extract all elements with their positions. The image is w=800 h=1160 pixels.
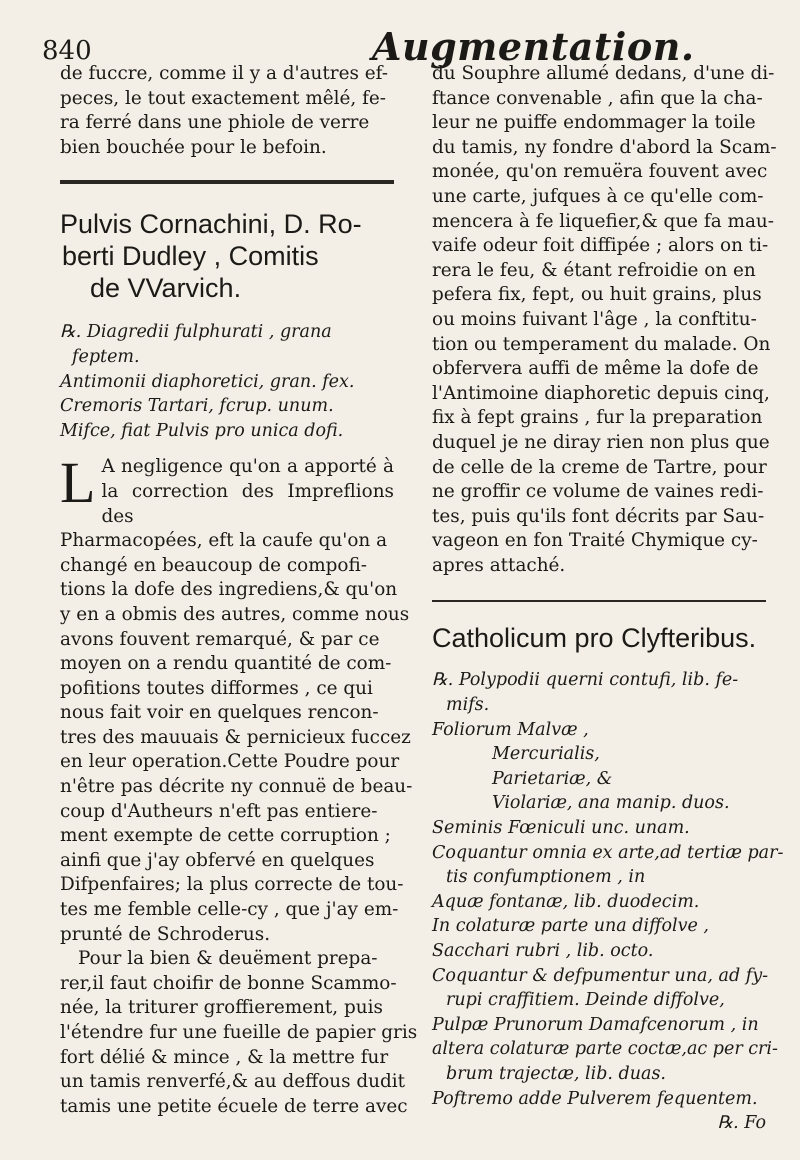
text-line: monée, qu'on remuëra fouvent avec [432, 161, 768, 183]
text-line: fix à fept grains , fur la preparation [432, 407, 763, 429]
text-line: n'être pas décrite ny connuë de beau- [60, 776, 413, 798]
text-line: une carte, jufques à ce qu'elle com- [432, 185, 764, 207]
drop-cap-paragraph [60, 450, 394, 529]
text-line: de celle de la creme de Tartre, pour [432, 456, 767, 478]
recipe-line: Aquæ fontanæ, lib. duodecim. [432, 891, 700, 912]
text-line: duquel je ne diray rien non plus que [432, 431, 770, 453]
title-line: berti Dudley , Comitis [62, 241, 319, 272]
recipe-line: Coquantur omnia ex arte,ad tertiæ par- [432, 842, 784, 863]
text-line: née, la triturer groffierement, puis [60, 997, 383, 1019]
recipe-line: Pulpæ Prunorum Damafcenorum , in [432, 1014, 759, 1035]
text-line: ou moins fuivant l'âge , la conftitu- [432, 308, 757, 330]
page-number: 840 [42, 36, 92, 66]
intro-paragraph [60, 62, 394, 160]
text-line: du tamis, ny fondre d'abord la Scam- [432, 136, 777, 158]
catchword: ℞. Fo [717, 1113, 766, 1134]
text-line: un tamis renverfé,& au deffous dudit [60, 1071, 406, 1093]
text-line: apres attaché. [432, 554, 566, 576]
text-line: prunté de Schroderus. [60, 923, 271, 945]
body-paragraph [60, 450, 418, 1119]
opening-text: A negligence qu'on a apporté à la correction des Impreflions des [101, 456, 394, 527]
title-line: Pulvis Cornachini, D. Ro- [60, 209, 362, 240]
text-line: nous fait voir en quelques rencon- [60, 702, 379, 724]
text-line: Pour la bien & deuëment prepa- [78, 948, 378, 970]
recipe-line: Cremoris Tartari, fcrup. unum. [60, 396, 334, 417]
recipe-line: Parietariæ, & [492, 768, 613, 789]
recipe-line: rupi craffitiem. Deinde diffolve, [446, 990, 725, 1011]
text-line: fort délié & mince , & la mettre fur [60, 1046, 389, 1068]
title-line: de VVarvich. [90, 273, 242, 304]
catchword-row [432, 1111, 766, 1135]
text-line: changé en beaucoup de compofi- [60, 554, 367, 576]
text-line: tes me femble celle-cy , que j'ay em- [60, 899, 399, 921]
recipe-line: ℞. Diagredii fulphurati , grana [60, 322, 332, 343]
text-line: pofitions toutes difformes , ce qui [60, 677, 373, 699]
text-line: coup d'Autheurs n'eft pas entiere- [60, 800, 378, 822]
recipe-line: ℞. Polypodii querni contufi, lib. fe- [432, 670, 739, 691]
text-line: tions la dofe des ingrediens,& qu'on [60, 579, 398, 601]
continued-paragraph [432, 62, 777, 578]
text-line: pefera fix, fept, ou huit grains, plus [432, 284, 762, 306]
text-line: du Souphre allumé dedans, d'une di- [432, 63, 775, 84]
recipe-line: Foliorum Malvæ , [432, 719, 589, 740]
text-line: rer,il faut choifir de bonne Scammo- [60, 972, 397, 994]
text-line: y en a obmis des autres, comme nous [60, 603, 410, 625]
running-head: Augmentation. [372, 24, 695, 69]
text-line: ment exempte de cette corruption ; [60, 825, 391, 847]
text-line: l'étendre fur une fueille de papier gris [60, 1022, 418, 1043]
recipe [60, 320, 394, 443]
text-line: vageon en fon Traité Chymique cy- [432, 530, 758, 552]
recipe-line: altera colaturæ parte coctæ,ac per cri- [432, 1039, 778, 1060]
text-line: de fuccre, comme il y a d'autres ef- [60, 63, 388, 84]
text-line: rera le feu, & étant refroidie on en [432, 259, 756, 281]
text-line: ne groffir ce volume de vaines redi- [432, 481, 764, 503]
text-line: peces, le tout exactement mêlé, fe- [60, 87, 387, 109]
text-line: mencera à fe liquefier,& que fa mau- [432, 210, 774, 232]
text-line: l'Antimoine diaphoretic depuis cinq, [432, 382, 770, 404]
recipe-line: Poftremo adde Pulverem fequentem. [432, 1088, 758, 1109]
recipe-line: In colaturæ parte una diffolve , [432, 916, 709, 937]
recipe-title [60, 208, 394, 304]
body-lines [60, 529, 418, 1119]
recipe-line: tis confumptionem , in [446, 867, 646, 888]
recipe-line: Antimonii diaphoretici, gran. fex. [60, 371, 355, 392]
text-line: tres des mauuais & pernicieux fuccez [60, 726, 411, 748]
recipe-line: Mercurialis, [492, 744, 600, 765]
recipe-line: Mifce, fiat Pulvis pro unica dofi. [60, 420, 344, 441]
drop-cap: L [60, 450, 96, 516]
text-line: obfervera auffi de même la dofe de [432, 358, 759, 380]
recipe [432, 668, 784, 1111]
left-column [60, 62, 418, 1119]
recipe-line: Coquantur & defpumentur una, ad fy- [432, 965, 769, 986]
recipe-line: Seminis Fœniculi unc. unam. [432, 818, 690, 839]
text-line: Pharmacopées, eft la caufe qu'on a [60, 530, 388, 552]
recipe-line: Sacchari rubri , lib. octo. [432, 941, 654, 961]
section-rule [432, 600, 766, 602]
text-line: vaife odeur foit diffipée ; alors on ti- [432, 235, 769, 257]
recipe-line: mifs. [446, 695, 490, 716]
text-line: tamis une petite écuele de terre avec [60, 1095, 408, 1117]
text-line: avons fouvent remarqué, & par ce [60, 628, 380, 650]
text-line: Difpenfaires; la plus correcte de tou- [60, 874, 404, 896]
text-line: leur ne puiffe endommager la toile [432, 112, 756, 134]
text-line: en leur operation.Cette Poudre pour [60, 751, 400, 773]
text-line: bien bouchée pour le befoin. [60, 136, 327, 158]
text-line: moyen on a rendu quantité de com- [60, 653, 392, 675]
right-column [432, 62, 784, 1135]
section-rule [60, 180, 394, 184]
recipe-line: feptem. [72, 346, 140, 367]
text-line: tion ou temperament du malade. On [432, 333, 771, 355]
recipe-title: Catholicum pro Clyfteribus. [432, 623, 757, 654]
text-line: ra ferré dans une phiole de verre [60, 112, 370, 134]
text-line: tes, puis qu'ils font décrits par Sau- [432, 505, 765, 527]
text-line: ainfi que j'ay obfervé en quelques [60, 849, 375, 871]
recipe-line: brum trajectæ, lib. duas. [446, 1063, 666, 1084]
recipe-line: Violariæ, ana manip. duos. [492, 793, 730, 814]
text-line: ftance convenable , afin que la cha- [432, 87, 763, 109]
